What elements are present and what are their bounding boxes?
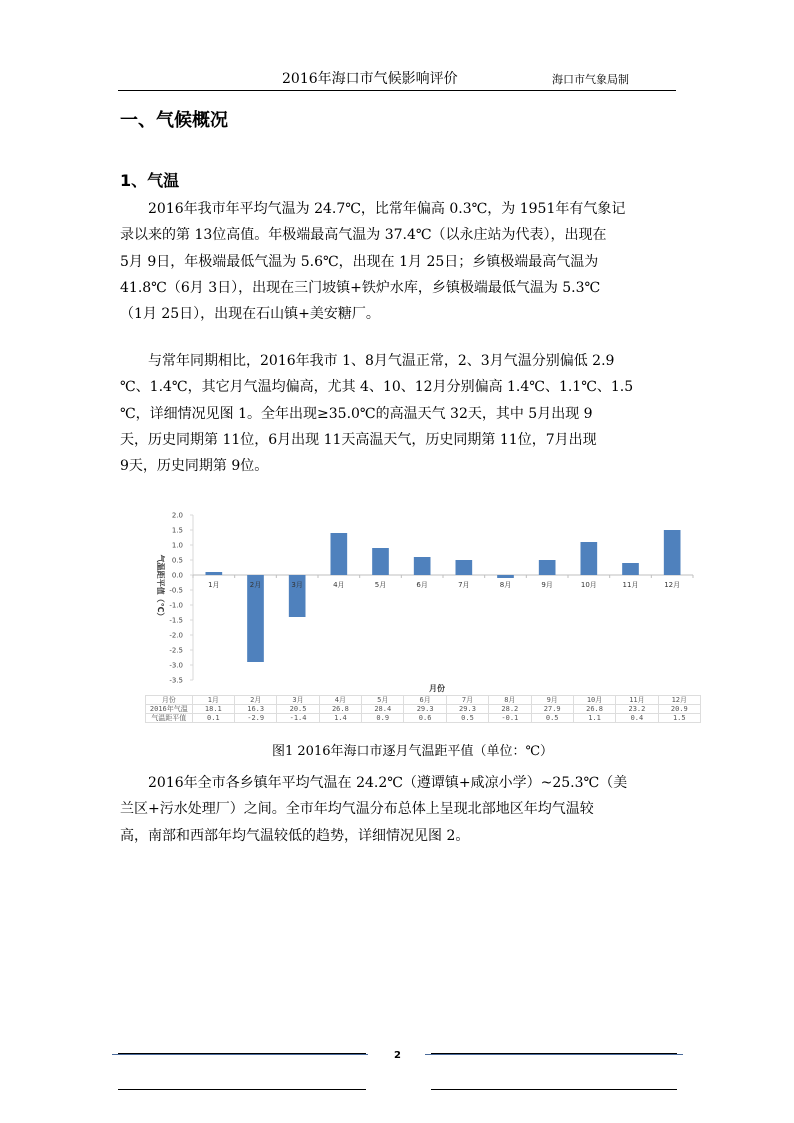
footer-rule-right-blue bbox=[425, 1054, 683, 1055]
y-tick-label: -3.5 bbox=[169, 676, 183, 685]
text-line: ℃，详细情况见图 1。全年出现≥35.0℃的高温天气 32天，其中 5月出现 9 bbox=[120, 405, 593, 422]
x-tick-label: 4月 bbox=[333, 581, 345, 589]
x-tick-label: 7月 bbox=[458, 581, 470, 589]
table-cell: -0.1 bbox=[489, 714, 531, 723]
table-cell: 7月 bbox=[446, 696, 488, 705]
table-cell: 26.8 bbox=[573, 705, 615, 714]
table-cell: 1.1 bbox=[573, 714, 615, 723]
table-cell: 0.6 bbox=[404, 714, 446, 723]
row-header: 气温距平值 bbox=[146, 714, 193, 723]
table-cell: 5月 bbox=[362, 696, 404, 705]
table-cell: 4月 bbox=[319, 696, 361, 705]
x-tick-label: 11月 bbox=[622, 581, 639, 589]
text-line: 41.8℃（6月 3日），出现在三门坡镇+铁炉水库，乡镇极端最低气温为 5.3℃ bbox=[120, 279, 601, 296]
table-cell: 27.9 bbox=[531, 705, 573, 714]
y-tick-label: 2.0 bbox=[171, 511, 183, 520]
table-cell: -1.4 bbox=[277, 714, 319, 723]
table-cell: 0.9 bbox=[362, 714, 404, 723]
y-tick-label: -1.5 bbox=[169, 616, 183, 625]
table-cell: 20.5 bbox=[277, 705, 319, 714]
row-header: 2016年气温 bbox=[146, 705, 193, 714]
bar-11月 bbox=[622, 563, 639, 575]
y-axis-label: 气温距平值（℃） bbox=[156, 554, 165, 621]
bar-6月 bbox=[414, 557, 431, 575]
text-line: 9天，历史同期第 9位。 bbox=[120, 458, 269, 475]
y-tick-label: 0.5 bbox=[171, 556, 183, 565]
paragraph-3 bbox=[120, 770, 676, 849]
table-cell: -2.9 bbox=[235, 714, 277, 723]
table-cell: 2月 bbox=[235, 696, 277, 705]
header-rule bbox=[118, 90, 676, 91]
y-tick-label: -2.5 bbox=[169, 646, 183, 655]
y-tick-label: -1.0 bbox=[169, 601, 183, 610]
table-cell: 23.2 bbox=[616, 705, 658, 714]
section-heading: 一、气候概况 bbox=[120, 110, 228, 131]
text-line: 高，南部和西部年均气温较低的趋势，详细情况见图 2。 bbox=[120, 827, 470, 844]
table-cell: 28.4 bbox=[362, 705, 404, 714]
bar-12月 bbox=[664, 530, 681, 575]
table-cell: 0.1 bbox=[192, 714, 234, 723]
table-cell: 12月 bbox=[658, 696, 700, 705]
paragraph-1 bbox=[120, 196, 676, 327]
bar-1月 bbox=[206, 572, 223, 575]
paragraph-2 bbox=[120, 348, 676, 479]
footer-line-right bbox=[431, 1089, 677, 1090]
text-line: 5月 9日，年极端最低气温为 5.6℃，出现在 1月 25日；乡镇极端最高气温为 bbox=[120, 253, 599, 270]
y-tick-label: 0.0 bbox=[171, 571, 183, 580]
table-cell: 3月 bbox=[277, 696, 319, 705]
chart-plot bbox=[145, 505, 701, 695]
text-line: ℃、1.4℃，其它月气温均偏高，尤其 4、10、12月分别偏高 1.4℃、1.1℃、1.5 bbox=[120, 379, 634, 396]
table-cell: 18.1 bbox=[192, 705, 234, 714]
y-tick-label: -3.0 bbox=[169, 661, 183, 670]
subsection-heading: 1、气温 bbox=[120, 171, 180, 190]
footer-rule-left-blue bbox=[112, 1054, 368, 1055]
footer-rule-right bbox=[431, 1053, 677, 1054]
text-line: 2016年我市年平均气温为 24.7℃，比常年偏高 0.3℃，为 1951年有气象记 bbox=[148, 201, 626, 217]
y-tick-label: -2.0 bbox=[169, 631, 183, 640]
table-cell: 9月 bbox=[531, 696, 573, 705]
text-line: 天，历史同期第 11位，6月出现 11天高温天气，历史同期第 11位，7月出现 bbox=[120, 431, 597, 448]
y-tick-label: -0.5 bbox=[169, 586, 183, 595]
table-cell: 0.5 bbox=[446, 714, 488, 723]
bar-7月 bbox=[456, 560, 473, 575]
table-cell: 8月 bbox=[489, 696, 531, 705]
text-line: 与常年同期相比，2016年我市 1、8月气温正常，2、3月气温分别偏低 2.9 bbox=[148, 353, 615, 369]
y-tick-label: 1.0 bbox=[171, 541, 183, 550]
table-cell: 20.9 bbox=[658, 705, 700, 714]
x-tick-label: 10月 bbox=[580, 581, 597, 589]
figure-caption: 图1 2016年海口市逐月气温距平值（单位：℃） bbox=[272, 744, 554, 759]
x-tick-label: 6月 bbox=[416, 581, 428, 589]
chart-data-table bbox=[145, 695, 701, 723]
table-cell: 29.3 bbox=[404, 705, 446, 714]
text-line: （1月 25日），出现在石山镇+美安糖厂。 bbox=[120, 306, 380, 323]
bar-10月 bbox=[581, 542, 598, 575]
y-tick-label: 1.5 bbox=[171, 526, 183, 535]
text-line: 兰区+污水处理厂）之间。全市年均气温分布总体上呈现北部地区年均气温较 bbox=[120, 801, 594, 818]
x-tick-label: 5月 bbox=[374, 581, 387, 589]
bar-5月 bbox=[372, 548, 389, 575]
temperature-anomaly-chart bbox=[145, 505, 701, 733]
table-cell: 0.4 bbox=[616, 714, 658, 723]
text-line: 2016年全市各乡镇年平均气温在 24.2℃（遵谭镇+咸凉小学）~25.3℃（美 bbox=[148, 775, 628, 791]
table-cell: 28.2 bbox=[489, 705, 531, 714]
text-line: 录以来的第 13位高值。年极端最高气温为 37.4℃（以永庄站为代表），出现在 bbox=[120, 227, 607, 244]
table-row bbox=[146, 696, 701, 705]
footer-line-left bbox=[118, 1089, 366, 1090]
x-tick-label: 9月 bbox=[541, 581, 553, 589]
page-header bbox=[120, 68, 676, 90]
bar-9月 bbox=[539, 560, 556, 575]
table-cell: 26.8 bbox=[319, 705, 361, 714]
table-cell: 11月 bbox=[616, 696, 658, 705]
table-row bbox=[146, 705, 701, 714]
row-header: 月份 bbox=[146, 696, 193, 705]
header-org: 海口市气象局制 bbox=[552, 73, 629, 86]
table-cell: 16.3 bbox=[235, 705, 277, 714]
table-cell: 29.3 bbox=[446, 705, 488, 714]
footer-rule-left bbox=[118, 1053, 366, 1054]
table-cell: 1.5 bbox=[658, 714, 700, 723]
x-tick-label: 3月 bbox=[291, 581, 303, 589]
x-tick-label: 2月 bbox=[249, 581, 262, 589]
x-tick-label: 8月 bbox=[499, 581, 512, 589]
bar-8月 bbox=[497, 575, 514, 578]
table-row bbox=[146, 714, 701, 723]
bar-4月 bbox=[331, 533, 348, 575]
x-tick-label: 12月 bbox=[664, 581, 681, 589]
table-cell: 0.5 bbox=[531, 714, 573, 723]
x-tick-label: 1月 bbox=[208, 581, 220, 589]
page-number: 2 bbox=[394, 1050, 401, 1061]
header-title: 2016年海口市气候影响评价 bbox=[282, 71, 458, 87]
x-axis-label: 月份 bbox=[429, 684, 445, 693]
table-cell: 6月 bbox=[404, 696, 446, 705]
table-cell: 10月 bbox=[573, 696, 615, 705]
table-cell: 1.4 bbox=[319, 714, 361, 723]
table-cell: 1月 bbox=[192, 696, 234, 705]
